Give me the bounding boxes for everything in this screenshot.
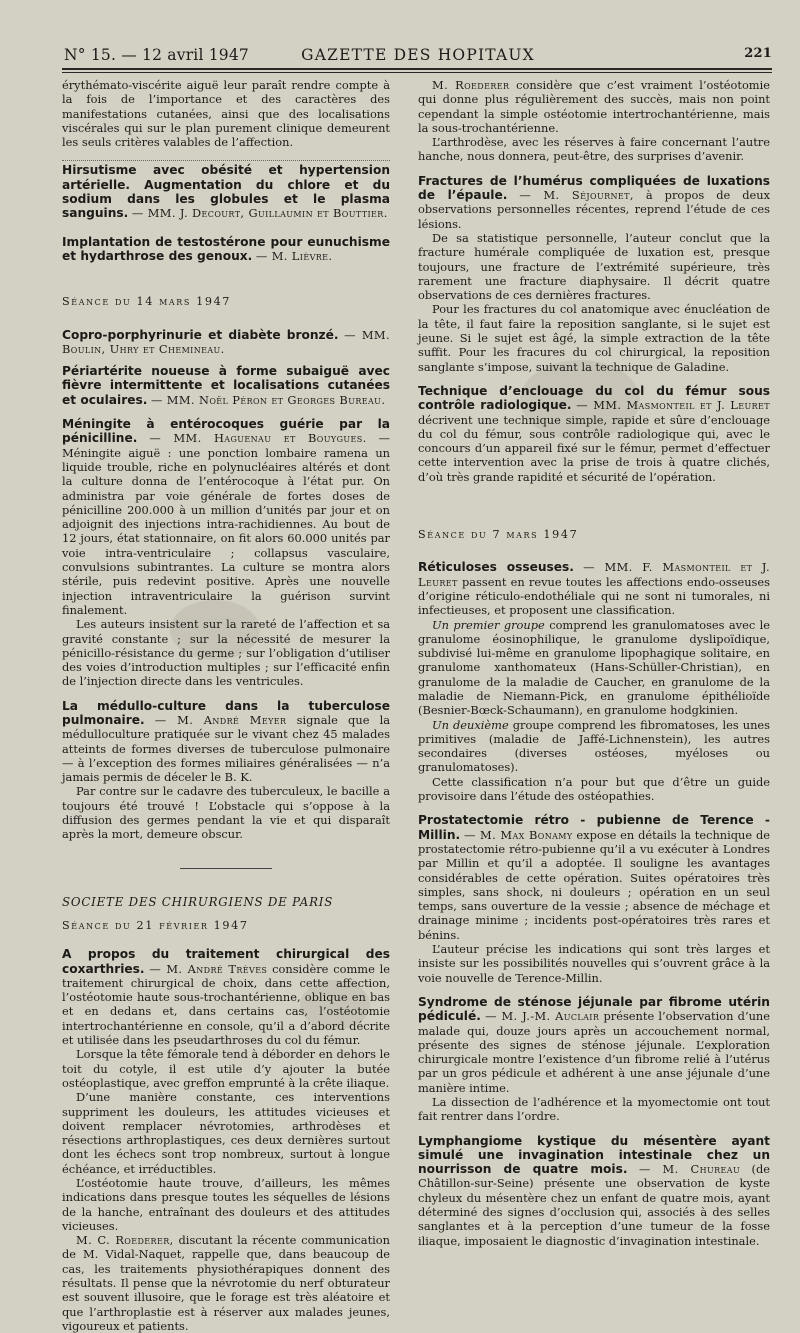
article-title: Copro-porphyrinurie et diabète bronzé. [62,327,339,342]
paragraph [418,618,770,718]
paragraph: L’arthrodèse, avec les réserves à faire concernant l’autre hanche, nous donnera, peut-être, des surprises d’avenir. [418,135,770,164]
article-authors: — M. Chureau [638,1162,741,1177]
article-authors: — MM. Boulin, Uhry et Chemineau. [62,327,391,356]
article-title: A propos du traitement chirurgical des coxarthries. [62,947,390,976]
society-heading: SOCIETE DES CHIRURGIENS DE PARIS [62,894,334,909]
paragraph: Pour les fractures du col anatomique avec énucléation de la tête, il faut faire la reposition sanglante, si le sujet est jeune. Si le sujet est âgé, la simple extraction de la tête suffit. Pour les fracures du col chirurgical, la reposition sanglante s’impose, suivant la technique de Galadine. [418,302,770,374]
header-rule-thin [62,72,772,73]
article-body: passent en revue toutes les affections endo-osseuses d’origine réticulo-endothéliale qui ne sont ni tumorales, ni infectieuses, et proposent une classification. [418,574,770,618]
article-title: Implantation de testostérone pour eunuchisme et hydarthrose des genoux. [62,234,390,263]
article-title: Technique d’enclouage du col du fémur sous contrôle radiologique. [418,383,770,413]
article-title: Lymphangiome kystique du mésentère ayant simulé une invagination intestinale chez un nourrisson de quatre mois. [418,1133,770,1177]
article-entry [62,947,390,1047]
paragraph-body: discutant la récente communication de M. Vidal-Naquet, rappelle que, dans beaucoup de cas, les traitements physiothérapiques donnent des résultats. Il pense que la névrotomie du nerf obturateur est souvent illusoire, que le forage est très aléatoire et que l’arthroplastie est à réserver aux malades jeunes, vigoureux et patients. [62,1233,390,1333]
author-name: M. Roederer [432,78,510,92]
article-entry [418,560,770,617]
left-column [62,78,390,1333]
article-authors: — MM. F. Masmonteil et J. Leuret [418,560,770,589]
paragraph-body: considère que c’est vraiment l’ostéotomie qui donne plus régulièrement des succès, mais non point cependant la simple ostéotomie intertrochantérienne, mais la sous-trochantérienne. [418,78,770,135]
article-body: considère comme le traitement chirurgical de choix, dans cette affection, l’ostéotomie haute sous-trochantérienne, oblique en bas et en dedans et, dans certains cas, l’ostéotomie intertrochantérienne en console, qu’il a d’abord décrite et utilisée dans les pseudarthroses du col du fémur. [62,961,390,1048]
article-body: décrivent une technique simple, rapide et sûre d’enclouage du col du fémur, sous contrôle radiologique qui, avec le concours d’un appareil fixé sur le fémur, permet d’effectuer cette intervention avec la prise de trois à quatre clichés, d’où très grande rapidité et sécurité de l’opération. [418,412,770,484]
article-entry [418,384,770,484]
paragraph: Par contre sur le cadavre des tuberculeux, le bacille a toujours été trouvé ! L’obstacle qui s’oppose à la diffusion des germes pendant la vie et qui disparaît après la mort, demeure obscur. [62,784,390,842]
article-entry [418,995,770,1095]
article-authors: — MM. Haguenau et Bouygues. [149,431,367,446]
article-title: Réticuloses osseuses. [418,560,574,575]
running-header [64,46,772,66]
print-artifact [62,149,390,161]
paragraph [418,718,770,775]
article-entry [418,1134,770,1248]
article-body: présente l’observation d’une malade qui, douze jours après un accouchement normal, présente des signes de sténose jéjunale. L’exploration chirurgicale montre l’existence d’un fibrome relié à l’utérus par un gros pédicule et adhérent à une anse jéjunale d’une manière intime. [418,1009,770,1095]
article-entry [62,417,390,617]
article-title: Prostatectomie rétro - pubienne de Terence - Millin. [418,813,770,842]
article-title: Fractures de l’humérus compliquées de luxations de l’épaule. [418,173,770,203]
article-body: signale que la médulloculture pratiquée sur le vivant chez 45 malades atteints de formes diverses de tuberculose pulmonaire — à l’exception des formes miliaires généralisées — n’a jamais permis de déceler le B. K. [62,712,391,785]
article-authors: — M. André Trèves [149,961,268,976]
header-rule [62,68,772,70]
group-label: Un premier groupe [432,617,545,632]
issue-date: N° 15. — 12 avril 1947 [64,46,249,64]
article-body: — Méningite aiguë : une ponction lombaire ramena un liquide trouble, riche en polynucléaires altérés et dont la culture donna de l’entérocoque à l’état pur. On administra par voie générale de fortes doses de pénicilline 200.000 à un million d’unités par jour et on adjoignit des injections intra-rachidiennes. Au bout de 12 jours, état stationnaire, on fit alors 60.000 unités par voie intra-ventriculaire ; collapsus vasculaire, convulsions subintrantes. La culture se montra alors stérile, puis redevint positive. Après une nouvelle injection intraventriculaire la guérison survint finalement. [62,431,390,617]
article-body: à propos de deux observations personnelles récentes, reprend l’étude de ces lésions. [418,188,770,231]
article-authors: — M. Lièvre. [255,248,333,263]
article-authors: — M. J.-M. Auclair [485,1009,600,1024]
article-title: Hirsutisme avec obésité et hypertension artérielle. Augmentation du chlore et du sodium dans les globules et le plasma sanguins. [62,163,390,221]
journal-title: GAZETTE DES HOPITAUX [301,46,535,64]
right-column [418,78,770,1248]
paragraph: Les auteurs insistent sur la rareté de l’affection et sa gravité constante ; sur la nécessité de mesurer la pénicillo-résistance du germe ; sur l’obligation d’utiliser des voies d’introduction multiples ; sur l’efficacité enfin de l’injection directe dans les ventricules. [62,617,390,689]
article-entry [418,174,770,231]
article-entry [62,163,390,220]
paragraph: Cette classification n’a pour but que d’être un guide provisoire dans l’étude des ostéopathies. [418,774,770,804]
article-authors: — MM. J. Decourt, Guillaumin et Bouttier. [131,206,388,221]
article-title: La médullo-culture dans la tuberculose pulmonaire. [62,698,390,727]
article-entry [62,699,390,785]
article-entry [62,328,390,357]
paragraph: La dissection de l’adhérence et la myomectomie ont tout fait rentrer dans l’ordre. [418,1095,770,1124]
paragraph-body: groupe comprend les fibromatoses, les unes primitives (maladie de Jaffé-Lichnenstein), les autres secondaires (diverses ostéoses, myéloses ou granulomatoses). [418,717,771,775]
paragraph [418,78,770,135]
paragraph: érythémato-viscérite aiguë leur paraît rendre compte à la fois de l’importance et des caractères des manifestations cutanées, ainsi que des localisations viscérales qui sur le plan purement clinique demeurent les seuls critères valables de l’affection. [62,78,390,150]
article-body: (de Châtillon-sur-Seine) présente une observation de kyste chyleux du mésentère chez un enfant de quatre mois, ayant déterminé des signes d’occlusion qui, associés à des selles sanglantes et à la perception d’une tumeur de la fosse iliaque, imposaient le diagnostic d’invagination intestinale. [418,1162,771,1248]
article-entry [62,364,390,407]
article-entry [62,235,390,264]
page-number: 221 [744,46,772,61]
paragraph: D’une manière constante, ces interventions suppriment les douleurs, les attitudes vicieuses et doivent remplacer névrotomies, arthrodèses et résections arthroplastiques, ces deux dernières surtout dont les échecs sont trop nombreux, surtout à longue échéance, et irréductibles. [62,1090,390,1176]
article-authors: — M. Séjournet, [519,188,634,203]
author-name: M. C. Roederer, [76,1233,174,1248]
article-authors: — M. Max Bonamy [464,827,573,842]
group-label: Un deuxième [432,717,509,732]
article-title: Périartérite noueuse à forme subaiguë avec fièvre intermittente et localisations cutanées et oculaires. [62,364,390,407]
session-heading: Séance du 7 mars 1947 [418,528,579,542]
paragraph-body: comprend les granulomatoses avec le granulome éosinophilique, le granulome dyslipoïdique, subdivisé lui-même en granulome lipophagique solitaire, en granulome xanthomateux (Hans-Schüller-Christian), en granulome de la maladie de Caucher, en granulome de la maladie de Niemann-Pick, en granulome épithélioïde (Besnier-Bœck-Schaumann), en granulome hodgkinien. [418,617,771,718]
article-title: Syndrome de sténose jéjunale par fibrome utérin pédiculé. [418,994,770,1024]
paragraph: De sa statistique personnelle, l’auteur conclut que la fracture humérale compliquée de luxation est, presque toujours, une fracture de l’extrémité supérieure, très rarement une fracture diaphysaire. Il décrit quatre observations de ces dernières fractures. [418,230,770,303]
paragraph: L’ostéotomie haute trouve, d’ailleurs, les mêmes indications dans presque toutes les séquelles de lésions de la hanche, entraînant des douleurs et des attitudes vicieuses. [62,1176,390,1233]
article-authors: — MM. Masmonteil et J. Leuret [576,398,771,413]
session-heading: Séance du 14 mars 1947 [62,295,232,309]
article-authors: — MM. Noël Péron et Georges Bureau. [150,392,386,407]
article-body: expose en détails la technique de prostatectomie rétro-pubienne qu’il a vu exécuter à Londres par Millin et qu’il a adoptée. Il souligne les avantages considérables de cette opération. Suites opératoires très simples, sans shock, ni douleurs ; opération en un seul temps, sans ouverture de la vessie ; absence de méchage et drainage minime ; incidents post-opératoires très rares et bénins. [418,827,771,942]
article-entry [418,813,770,942]
paragraph [62,1233,390,1333]
paragraph: L’auteur précise les indications qui sont très larges et insiste sur les possibilités nouvelles qui s’ouvrent grâce à la voie nouvelle de Terence-Millin. [418,942,770,985]
article-title: Méningite à entérocoques guérie par la pénicilline. [62,417,390,446]
session-heading: Séance du 21 février 1947 [62,918,249,932]
article-authors: — M. André Meyer [154,712,287,727]
paragraph: Lorsque la tête fémorale tend à déborder en dehors le toit du cotyle, il est utile d’y ajouter la butée ostéoplastique, avec greffon emprunté à la crête iliaque. [62,1047,390,1090]
